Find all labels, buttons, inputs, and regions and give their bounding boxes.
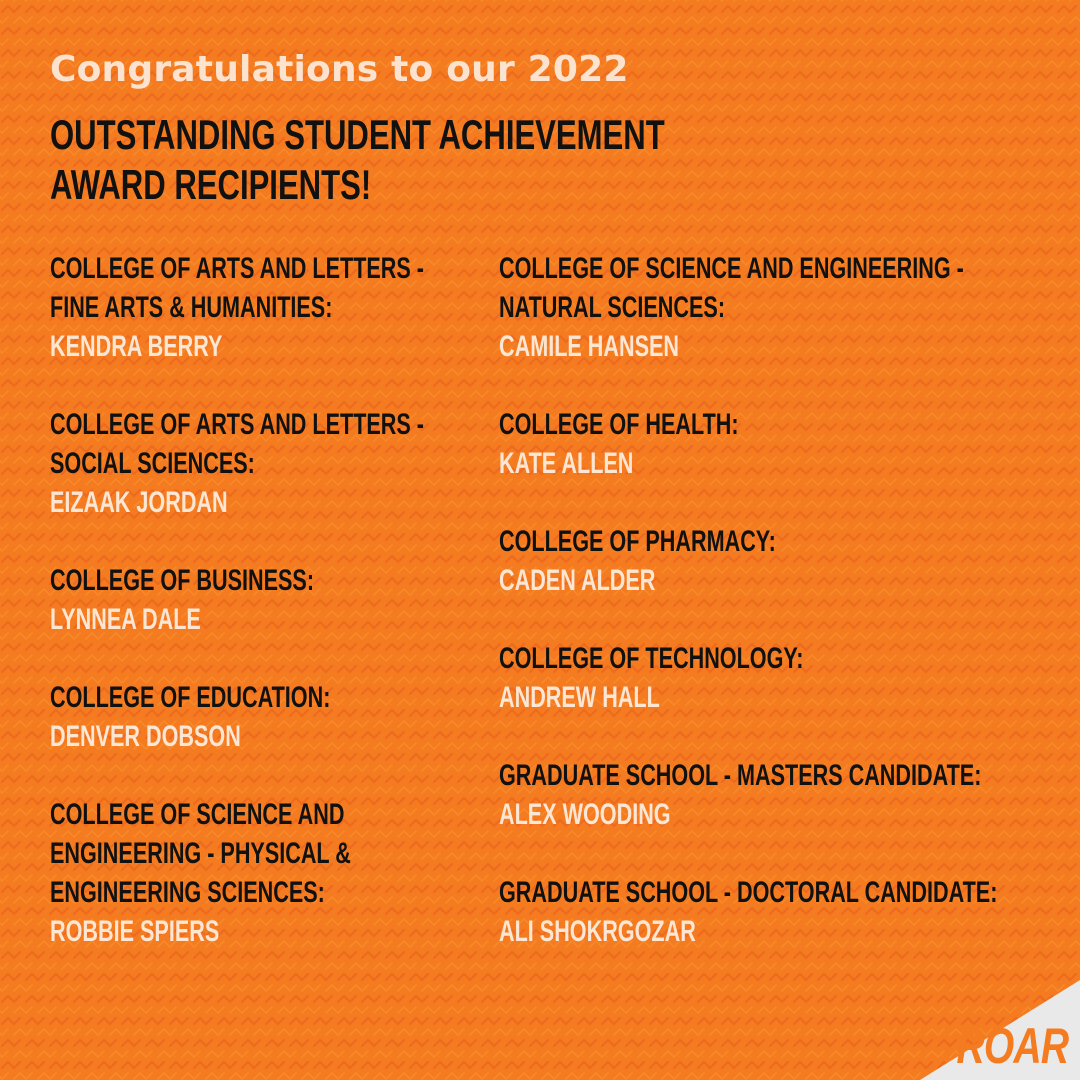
college-name-line: COLLEGE OF HEALTH: xyxy=(499,408,739,441)
award-entry xyxy=(50,678,330,756)
congratulations-headline: Congratulations to our 2022 xyxy=(50,49,629,90)
college-name-line: COLLEGE OF SCIENCE AND xyxy=(50,798,345,831)
award-entry xyxy=(499,639,803,717)
award-entry xyxy=(499,756,981,834)
college-name-line: COLLEGE OF TECHNOLOGY: xyxy=(499,642,804,675)
award-entry xyxy=(50,249,424,366)
award-entry xyxy=(499,522,776,600)
award-entry xyxy=(50,405,424,522)
recipient-name: ALEX WOODING xyxy=(499,798,671,831)
college-name-line: COLLEGE OF ARTS AND LETTERS - xyxy=(50,252,424,285)
award-title-line-2: AWARD RECIPIENTS! xyxy=(50,161,372,208)
college-name-line: COLLEGE OF PHARMACY: xyxy=(499,525,776,558)
award-entry xyxy=(50,561,314,639)
recipient-name: CAMILE HANSEN xyxy=(499,330,680,363)
recipient-name: LYNNEA DALE xyxy=(50,603,201,636)
award-title xyxy=(50,110,665,210)
recipient-name: CADEN ALDER xyxy=(499,564,656,597)
recipient-name: ANDREW HALL xyxy=(499,681,660,714)
award-entry xyxy=(499,405,739,483)
college-name-line: GRADUATE SCHOOL - MASTERS CANDIDATE: xyxy=(499,759,982,792)
college-name-line: COLLEGE OF ARTS AND LETTERS - xyxy=(50,408,424,441)
award-entry xyxy=(499,873,997,951)
recipient-name: KATE ALLEN xyxy=(499,447,634,480)
recipient-name: KENDRA BERRY xyxy=(50,330,223,363)
college-name-line: SOCIAL SCIENCES: xyxy=(50,447,255,480)
recipient-name: DENVER DOBSON xyxy=(50,720,241,753)
recipient-name: ALI SHOKRGOZAR xyxy=(499,915,696,948)
college-name-line: COLLEGE OF BUSINESS: xyxy=(50,564,315,597)
college-name-line: COLLEGE OF EDUCATION: xyxy=(50,681,331,714)
roar-logo: ROAR xyxy=(956,1018,1068,1074)
award-entry xyxy=(499,249,964,366)
recipient-name: EIZAAK JORDAN xyxy=(50,486,228,519)
college-name-line: FINE ARTS & HUMANITIES: xyxy=(50,291,333,324)
college-name-line: ENGINEERING - PHYSICAL & xyxy=(50,837,351,870)
college-name-line: ENGINEERING SCIENCES: xyxy=(50,876,325,909)
college-name-line: COLLEGE OF SCIENCE AND ENGINEERING - xyxy=(499,252,964,285)
award-entry xyxy=(50,795,351,951)
recipient-name: ROBBIE SPIERS xyxy=(50,915,220,948)
award-title-line-1: OUTSTANDING STUDENT ACHIEVEMENT xyxy=(50,111,665,158)
college-name-line: GRADUATE SCHOOL - DOCTORAL CANDIDATE: xyxy=(499,876,998,909)
college-name-line: NATURAL SCIENCES: xyxy=(499,291,726,324)
